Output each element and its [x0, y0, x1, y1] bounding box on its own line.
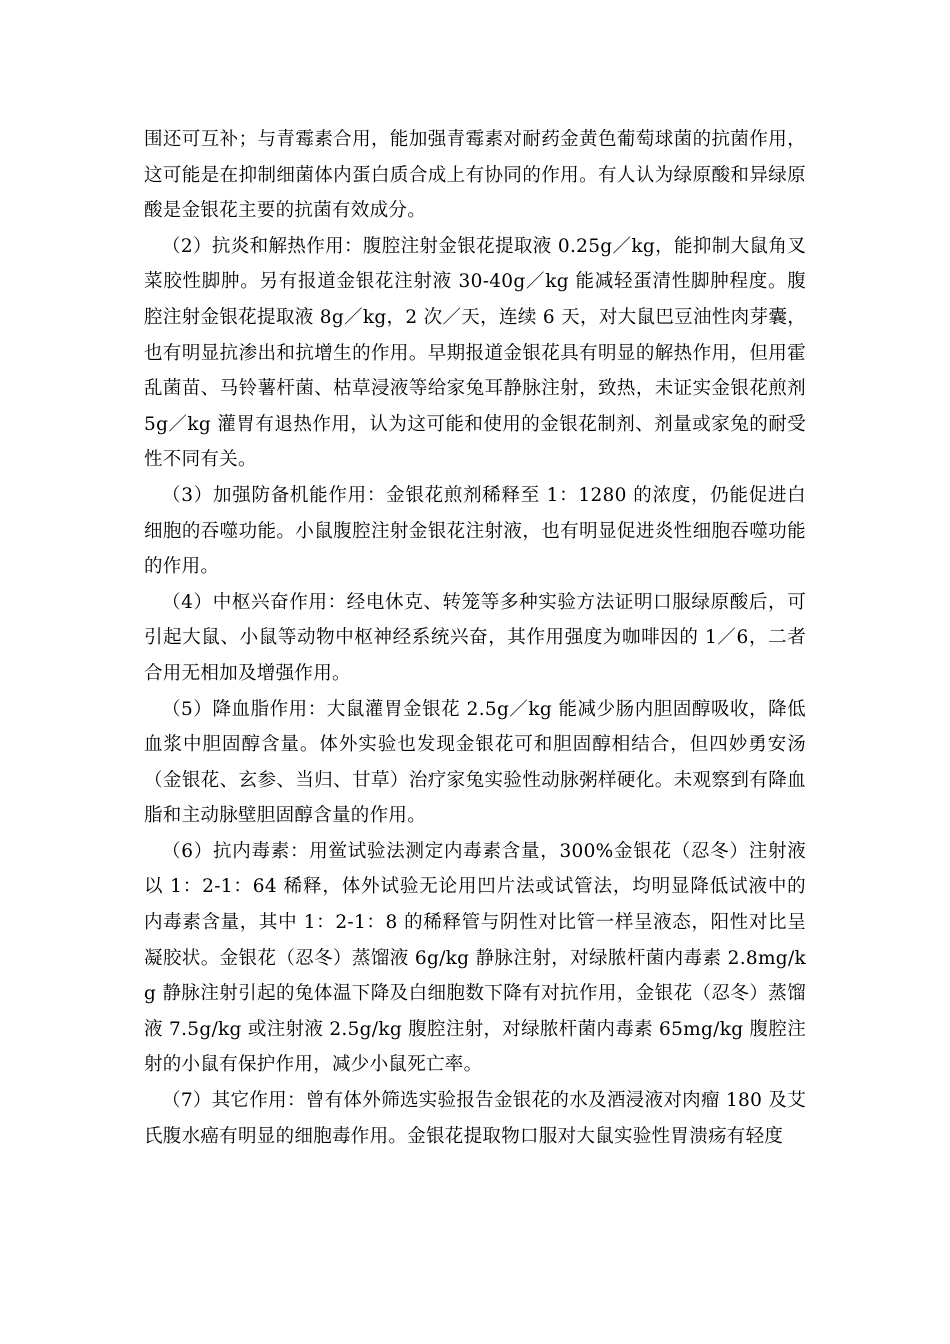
paragraph-anti-endotoxin: （6）抗内毒素：用鲎试验法测定内毒素含量，300%金银花（忍冬）注射液以 1：2-1：64 稀释，体外试验无论用凹片法或试管法，均明显降低试液中的内毒素含量，其中 1：2-1：8 的稀释管与阴性对比管一样呈液态，阳性对比呈凝胶状。金银花（忍冬）蒸馏液 6g/kg 静脉注射，对绿脓杆菌内毒素 2.8mg/kg 静脉注射引起的兔体温下降及白细胞数下降有对抗作用，金银花（忍冬）蒸馏液 7.5g/kg 或注射液 2.5g/kg 腹腔注射，对绿脓杆菌内毒素 65mg/kg 腹腔注射的小鼠有保护作用，减少小鼠死亡率。 — [144, 840, 806, 1076]
paragraph-other-effects: （7）其它作用：曾有体外筛选实验报告金银花的水及酒浸液对肉瘤 180 及艾氏腹水癌有明显的细胞毒作用。金银花提取物口服对大鼠实验性胃溃疡有轻度 — [144, 1090, 806, 1147]
paragraph-immune-enhancement: （3）加强防备机能作用：金银花煎剂稀释至 1：1280 的浓度，仍能促进白细胞的吞噬功能。小鼠腹腔注射金银花注射液，也有明显促进炎性细胞吞噬功能的作用。 — [144, 484, 806, 578]
paragraph-cns-excitation: （4）中枢兴奋作用：经电休克、转笼等多种实验方法证明口服绿原酸后，可引起大鼠、小鼠等动物中枢神经系统兴奋，其作用强度为咖啡因的 1／6，二者合用无相加及增强作用。 — [144, 591, 806, 684]
paragraph-anti-inflammatory: （2）抗炎和解热作用：腹腔注射金银花提取液 0.25g／kg，能抑制大鼠角叉菜胶性脚肿。另有报道金银花注射液 30-40g／kg 能减轻蛋清性脚肿程度。腹腔注射金银花提取液 8g／kg，2 次／天，连续 6 天，对大鼠巴豆油性肉芽囊，也有明显抗渗出和抗增生的作用。早期报道金银花具有明显的解热作用，但用霍乱菌苗、马铃薯杆菌、枯草浸液等给家兔耳静脉注射，致热，未证实金银花煎剂 5g／kg 灌胃有退热作用，认为这可能和使用的金银花制剂、剂量或家兔的耐受性不同有关。 — [144, 235, 806, 471]
document-body — [144, 122, 806, 1154]
paragraph-continuation: 围还可互补；与青霉素合用，能加强青霉素对耐药金黄色葡萄球菌的抗菌作用，这可能是在抑制细菌体内蛋白质合成上有协同的作用。有人认为绿原酸和异绿原酸是金银花主要的抗菌有效成分。 — [144, 129, 806, 222]
paragraph-lipid-lowering: （5）降血脂作用：大鼠灌胃金银花 2.5g／kg 能减少肠内胆固醇吸收，降低血浆中胆固醇含量。体外实验也发现金银花可和胆固醇相结合，但四妙勇安汤（金银花、玄参、当归、甘草）治疗家兔实验性动脉粥样硬化。未观察到有降血脂和主动脉壁胆固醇含量的作用。 — [144, 698, 806, 827]
